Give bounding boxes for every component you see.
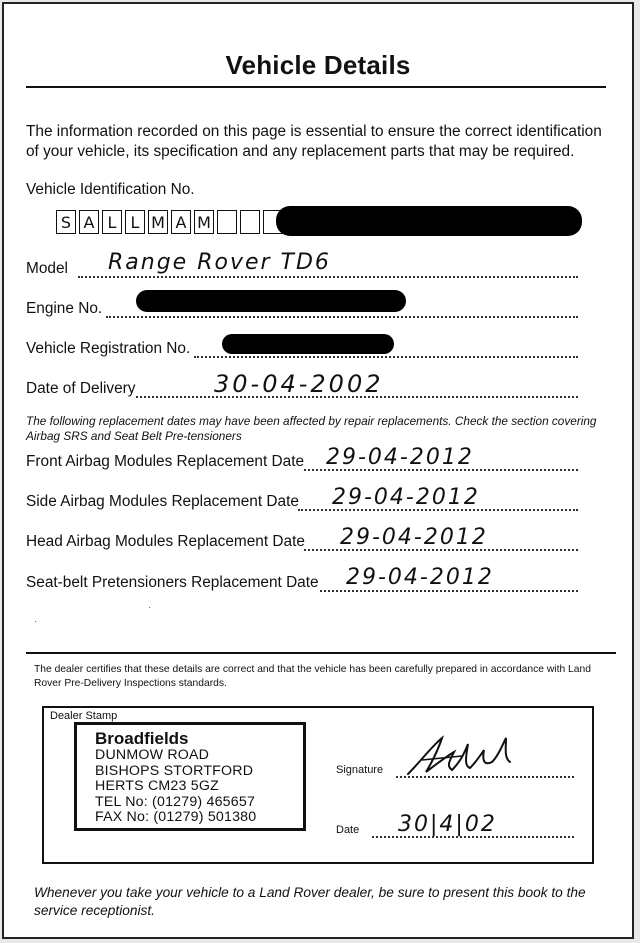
vin-char-box: M [148, 210, 168, 234]
engine-label: Engine No. [26, 300, 103, 317]
side-airbag-value: 29-04-2012 [332, 485, 480, 510]
dealer-section [42, 706, 594, 864]
dealer-address-line: BISHOPS STORTFORD [95, 762, 254, 779]
engine-dotted-line [106, 316, 578, 318]
dealer-name: Broadfields [95, 729, 189, 748]
dealer-phone: TEL No: (01279) 465657 [95, 793, 256, 810]
date-label: Date [336, 824, 360, 836]
model-value: Range Rover TD6 [108, 250, 331, 275]
intro-paragraph: The information recorded on this page is essential to ensure the correct identification of your vehicle, its specification and any replacement parts that may be required. [26, 123, 602, 160]
certification-divider [26, 652, 616, 654]
head-airbag-label: Head Airbag Modules Replacement Date [26, 533, 305, 550]
front-airbag-label: Front Airbag Modules Replacement Date [26, 453, 305, 470]
replacement-note: The following replacement dates may have been affected by repair replacements. Check the section covering Airbag SRS and Seat Belt Pre-tensioners [26, 414, 597, 443]
head-airbag-value: 29-04-2012 [340, 525, 488, 550]
vin-char-box: L [125, 210, 145, 234]
footer-note: Whenever you take your vehicle to a Land Rover dealer, be sure to present this book to the service receptionist. [34, 885, 586, 918]
dealer-address-line: DUNMOW ROAD [95, 747, 210, 763]
dealer-address-line: HERTS CM23 5GZ [95, 778, 219, 794]
vin-char-box: L [102, 210, 122, 234]
registration-dotted-line [194, 356, 578, 358]
pretensioner-value: 29-04-2012 [346, 565, 494, 590]
pretensioner-label: Seat-belt Pretensioners Replacement Date [26, 574, 319, 591]
registration-redaction [222, 334, 394, 354]
scan-speck: · [34, 616, 38, 627]
dealer-certification: The dealer certifies that these details are correct and that the vehicle has been carefully prepared in accordance with Land Rover Pre-Delivery Inspections standards. [34, 664, 591, 689]
vin-char-box: A [79, 210, 99, 234]
title-divider [26, 86, 606, 88]
side-airbag-label: Side Airbag Modules Replacement Date [26, 493, 299, 510]
vin-char-box: M [194, 210, 214, 234]
vin-char-box [240, 210, 260, 234]
scan-speck: · [148, 602, 152, 613]
dealer-stamp [74, 722, 306, 831]
engine-redaction [136, 290, 406, 312]
vin-label: Vehicle Identification No. [26, 181, 195, 198]
dealer-date-value: 30|4|02 [398, 812, 497, 837]
vin-char-box: S [56, 210, 76, 234]
delivery-label: Date of Delivery [26, 380, 136, 397]
vehicle-details-page [2, 2, 634, 939]
page-title: Vehicle Details [225, 50, 411, 80]
front-airbag-value: 29-04-2012 [326, 445, 474, 470]
vin-redaction [276, 206, 582, 236]
vin-char-box [217, 210, 237, 234]
model-label: Model [26, 260, 68, 277]
dealer-stamp-label: Dealer Stamp [50, 710, 118, 722]
registration-label: Vehicle Registration No. [26, 340, 191, 357]
pretensioner-dotted-line [320, 590, 578, 592]
signature-scribble [402, 732, 522, 780]
model-dotted-line [78, 276, 578, 278]
delivery-value: 30-04-2002 [214, 370, 384, 398]
vin-char-box: A [171, 210, 191, 234]
dealer-fax: FAX No: (01279) 501380 [95, 809, 257, 825]
signature-label: Signature [336, 764, 384, 776]
